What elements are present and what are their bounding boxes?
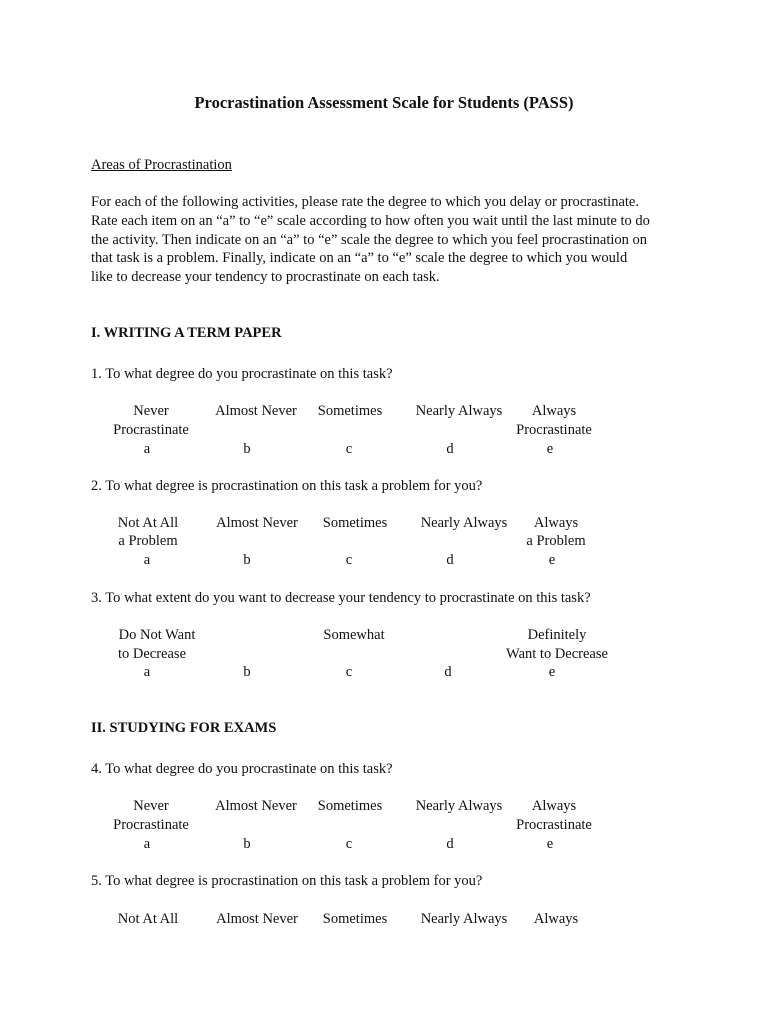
option-letter: d bbox=[446, 552, 454, 568]
option-letter: a bbox=[143, 664, 151, 680]
option-label: Procrastinate bbox=[113, 817, 189, 833]
intro-line: like to decrease your tendency to procrastinate on each task. bbox=[91, 269, 440, 285]
page-title: Procrastination Assessment Scale for Students (PASS) bbox=[194, 93, 574, 112]
option-label: to Decrease bbox=[117, 646, 187, 662]
option-label: Procrastinate bbox=[516, 817, 592, 833]
option-letter: b bbox=[243, 836, 251, 852]
section-heading: Areas of Procrastination bbox=[91, 157, 232, 173]
option-label: Procrastinate bbox=[113, 422, 189, 438]
option-label: Almost Never bbox=[216, 515, 298, 531]
option-label: Never bbox=[133, 403, 169, 419]
question-text: 4. To what degree do you procrastinate on this task? bbox=[91, 761, 393, 777]
option-letter: e bbox=[548, 552, 556, 568]
option-label: Want to Decrease bbox=[506, 646, 608, 662]
option-letter: e bbox=[548, 664, 556, 680]
part-heading: I. WRITING A TERM PAPER bbox=[91, 325, 282, 341]
option-label: Always bbox=[533, 911, 579, 927]
option-label: a Problem bbox=[526, 533, 586, 549]
option-label: Always bbox=[531, 403, 577, 419]
part-heading: II. STUDYING FOR EXAMS bbox=[91, 720, 277, 736]
question-text: 1. To what degree do you procrastinate on this task? bbox=[91, 366, 393, 382]
option-label: Not At All bbox=[117, 911, 179, 927]
option-letter: e bbox=[546, 836, 554, 852]
option-label: Always bbox=[531, 798, 577, 814]
option-letter: a bbox=[143, 441, 151, 457]
option-label: Nearly Always bbox=[415, 798, 503, 814]
option-letter: d bbox=[444, 664, 452, 680]
intro-line: that task is a problem. Finally, indicate on an “a” to “e” scale the degree to which you would bbox=[91, 250, 628, 266]
option-label: Do Not Want bbox=[118, 627, 196, 643]
intro-line: For each of the following activities, please rate the degree to which you delay or procrastinate. bbox=[91, 194, 639, 210]
question-text: 5. To what degree is procrastination on this task a problem for you? bbox=[91, 873, 483, 889]
option-label: Definitely bbox=[527, 627, 587, 643]
option-letter: a bbox=[143, 836, 151, 852]
option-label: Sometimes bbox=[317, 798, 383, 814]
option-label: Sometimes bbox=[317, 403, 383, 419]
intro-line: Rate each item on an “a” to “e” scale according to how often you wait until the last minute to do bbox=[91, 213, 650, 229]
option-label: Nearly Always bbox=[415, 403, 503, 419]
option-letter: c bbox=[345, 664, 353, 680]
option-label: Almost Never bbox=[215, 798, 297, 814]
option-label: Procrastinate bbox=[516, 422, 592, 438]
option-letter: d bbox=[446, 836, 454, 852]
option-label: Almost Never bbox=[215, 403, 297, 419]
option-label: Not At All bbox=[117, 515, 179, 531]
option-label: Never bbox=[133, 798, 169, 814]
option-letter: c bbox=[345, 836, 353, 852]
option-label: Nearly Always bbox=[420, 515, 508, 531]
option-letter: b bbox=[243, 552, 251, 568]
option-label: a Problem bbox=[118, 533, 178, 549]
option-label: Somewhat bbox=[323, 627, 385, 643]
option-label: Nearly Always bbox=[420, 911, 508, 927]
option-letter: a bbox=[143, 552, 151, 568]
option-label: Sometimes bbox=[322, 911, 388, 927]
option-label: Almost Never bbox=[216, 911, 298, 927]
question-text: 2. To what degree is procrastination on this task a problem for you? bbox=[91, 478, 483, 494]
option-letter: d bbox=[446, 441, 454, 457]
intro-line: the activity. Then indicate on an “a” to “e” scale the degree to which you feel procrastination on bbox=[91, 232, 648, 248]
option-letter: e bbox=[546, 441, 554, 457]
option-letter: b bbox=[243, 664, 251, 680]
option-label: Always bbox=[533, 515, 579, 531]
option-label: Sometimes bbox=[322, 515, 388, 531]
option-letter: c bbox=[345, 552, 353, 568]
option-letter: b bbox=[243, 441, 251, 457]
question-text: 3. To what extent do you want to decrease your tendency to procrastinate on this task? bbox=[91, 590, 591, 606]
option-letter: c bbox=[345, 441, 353, 457]
